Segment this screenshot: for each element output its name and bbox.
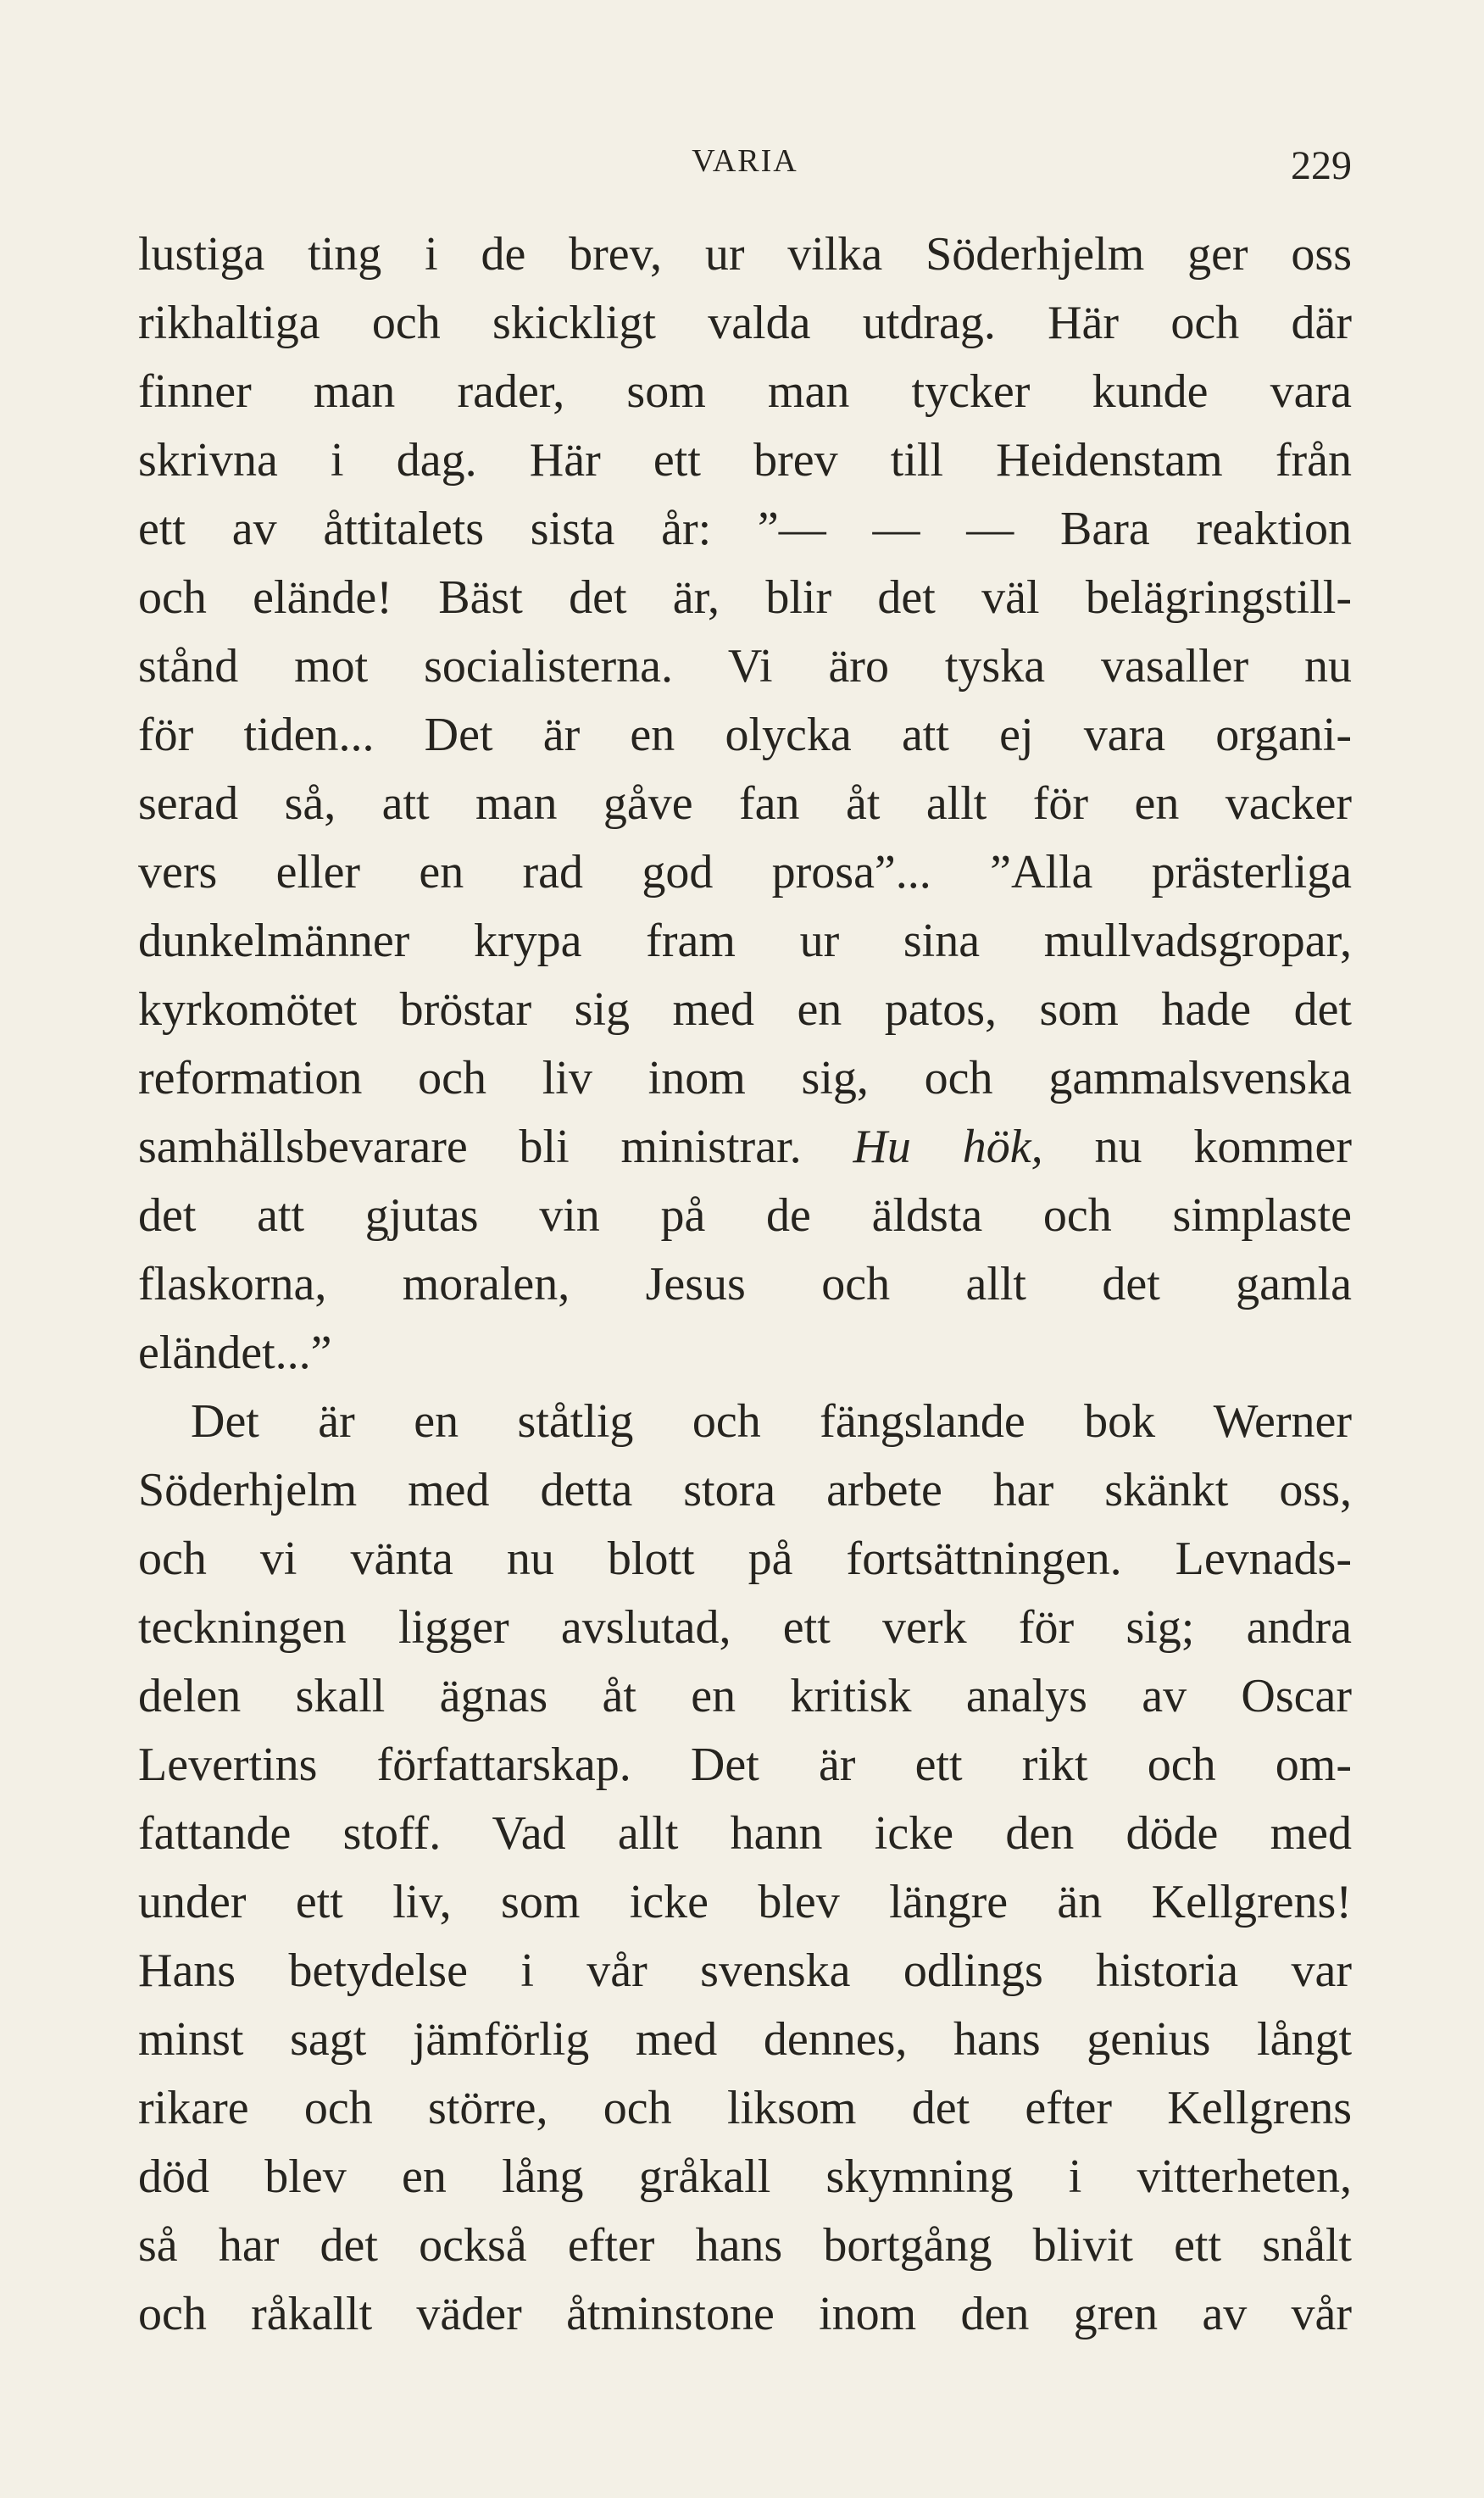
text-line: död blev en lång gråkall skymning i vitterheten, bbox=[138, 2150, 1352, 2203]
paragraph-last-line: eländet...” bbox=[138, 1327, 332, 1379]
text-line: stånd mot socialisterna. Vi äro tyska vasaller nu bbox=[138, 640, 1352, 693]
text-line: så har det också efter hans bortgång blivit ett snålt bbox=[138, 2219, 1352, 2272]
text-line: teckningen ligger avslutad, ett verk för sig; andra bbox=[138, 1601, 1352, 1654]
text-line: under ett liv, som icke blev längre än Kellgrens! bbox=[138, 1876, 1352, 1928]
text-line-with-emphasis bbox=[138, 1113, 1352, 1182]
body-text bbox=[138, 220, 1352, 2349]
text-line: lustiga ting i de brev, ur vilka Söderhjelm ger oss bbox=[138, 228, 1352, 281]
text-line: flaskorna, moralen, Jesus och allt det gamla bbox=[138, 1258, 1352, 1310]
text-line: reformation och liv inom sig, och gammalsvenska bbox=[138, 1052, 1352, 1104]
text-line: Hans betydelse i vår svenska odlings historia var bbox=[138, 1944, 1352, 1997]
text-line: vers eller en rad god prosa”... ”Alla prästerliga bbox=[138, 846, 1352, 899]
text-line: Levertins författarskap. Det är ett rikt och om- bbox=[138, 1739, 1352, 1791]
text-line: för tiden... Det är en olycka att ej vara organi- bbox=[138, 709, 1352, 761]
running-header bbox=[138, 142, 1352, 193]
text-line: serad så, att man gåve fan åt allt för en vacker bbox=[138, 777, 1352, 830]
text-line: kyrkomötet bröstar sig med en patos, som hade det bbox=[138, 983, 1352, 1036]
text-line: minst sagt jämförlig med dennes, hans genius långt bbox=[138, 2013, 1352, 2066]
text-line: och vi vänta nu blott på fortsättningen. Levnads- bbox=[138, 1533, 1352, 1585]
page-number: 229 bbox=[1291, 143, 1352, 188]
text-line: rikhaltiga och skickligt valda utdrag. Här och där bbox=[138, 297, 1352, 349]
text-line: ett av åttitalets sista år: ”— — — Bara reaktion bbox=[138, 503, 1352, 555]
text-fragment: nu kommer bbox=[1042, 1121, 1352, 1173]
paragraph-first-line: Det är en ståtlig och fängslande bok Werner bbox=[191, 1395, 1352, 1448]
text-line: delen skall ägnas åt en kritisk analys av Oscar bbox=[138, 1670, 1352, 1722]
text-line: rikare och större, och liksom det efter Kellgrens bbox=[138, 2082, 1352, 2134]
text-line: det att gjutas vin på de äldsta och simplaste bbox=[138, 1189, 1352, 1242]
text-line: skrivna i dag. Här ett brev till Heidenstam från bbox=[138, 434, 1352, 487]
text-line: och elände! Bäst det är, blir det väl belägringstill- bbox=[138, 571, 1352, 624]
emphasized-text: Hu hök, bbox=[853, 1121, 1043, 1173]
text-line: fattande stoff. Vad allt hann icke den döde med bbox=[138, 1807, 1352, 1860]
text-fragment: samhällsbevarare bli ministrar. bbox=[138, 1121, 853, 1173]
text-line: dunkelmänner krypa fram ur sina mullvadsgropar, bbox=[138, 915, 1352, 967]
text-line: Söderhjelm med detta stora arbete har skänkt oss, bbox=[138, 1464, 1352, 1516]
running-title: VARIA bbox=[692, 143, 798, 179]
text-line: finner man rader, som man tycker kunde vara bbox=[138, 365, 1352, 418]
text-line: och råkallt väder åtminstone inom den gren av vår bbox=[138, 2288, 1352, 2340]
